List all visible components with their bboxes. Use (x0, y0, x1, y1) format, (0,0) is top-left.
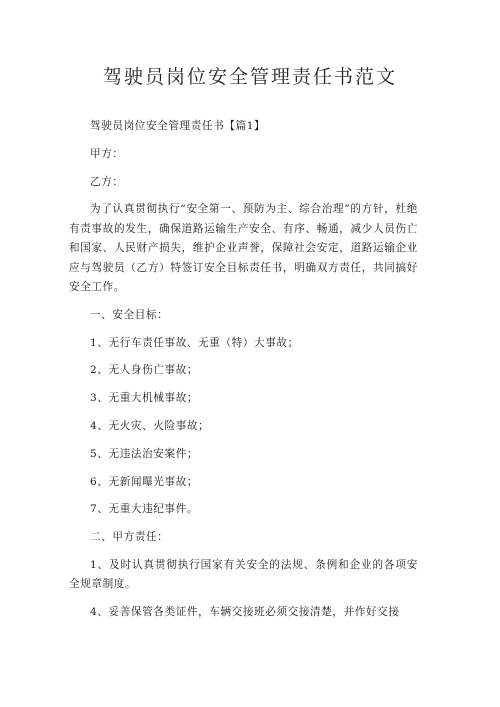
party-b-label: 乙方： (90, 175, 124, 188)
party-a-label: 甲方： (90, 147, 124, 160)
list-item: 3、无重大机械事故； (90, 392, 199, 405)
list-item: 1、及时认真贯彻执行国家有关安全的法规、条例和企业的各项安全规章制度。 (69, 558, 418, 591)
document-body (69, 117, 418, 631)
list-item: 2、无人身伤亡事故； (90, 364, 199, 377)
document-title: 驾驶员岗位安全管理责任书范文 (102, 66, 397, 88)
list-item: 6、无新闻曝光事故； (90, 475, 199, 488)
list-item: 4、妥善保管各类证件，车辆交接班必须交接清楚，并作好交接 (90, 606, 400, 619)
preamble-paragraph: 为了认真贯彻执行“安全第一、预防为主、综合治理”的方针，杜绝有责事故的发生，确保道路运输生产安全、有序、畅通，减少人员伤亡和国家、人民财产损失，维护企业声誉，保障社会安定，道路运输企业应与驾驶员（乙方）特签订安全目标责任书，明确双方责任，共同搞好安全工作。 (69, 203, 418, 294)
section-heading: 驾驶员岗位安全管理责任书【篇1】 (90, 120, 266, 132)
list-item: 4、无火灾、火险事故； (90, 420, 210, 432)
list-item: 7、无重大违纪事件。 (90, 503, 199, 516)
safety-goals-heading: 一、安全目标： (90, 308, 169, 321)
list-item: 1、无行车责任事故、无重（特）大事故； (90, 336, 299, 349)
party-a-duties-heading: 二、甲方责任： (90, 531, 169, 544)
list-item: 5、无违法治安案件； (90, 447, 199, 460)
